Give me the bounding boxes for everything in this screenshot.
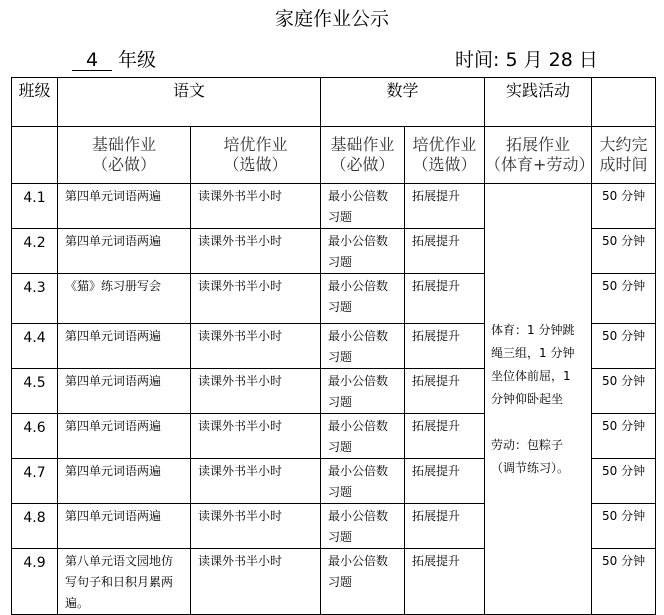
practice-pe-text: 体育：1 分钟跳绳三组，1 分钟坐位体前屈，1 分钟仰卧起坐 — [491, 322, 575, 406]
math-adv-cell: 拓展提升 — [405, 504, 485, 549]
time-cell: 50 分钟 — [592, 274, 656, 324]
chinese-adv-cell: 读课外书半小时 — [191, 459, 321, 504]
header-math-adv — [405, 127, 485, 184]
header-time-est-line1: 大约完 — [599, 135, 648, 154]
class-cell: 4.4 — [12, 324, 58, 369]
chinese-adv-cell: 读课外书半小时 — [191, 184, 321, 229]
math-basic-cell: 最小公倍数习题 — [321, 504, 405, 549]
time-cell: 50 分钟 — [592, 504, 656, 549]
practice-activity-cell — [485, 184, 592, 615]
math-adv-cell: 拓展提升 — [405, 549, 485, 615]
header-class: 班级 — [12, 78, 58, 127]
time-cell: 50 分钟 — [592, 324, 656, 369]
page-title: 家庭作业公示 — [274, 8, 389, 30]
header-math: 数学 — [321, 78, 485, 127]
time-cell: 50 分钟 — [592, 229, 656, 274]
header-time-est-line2: 成时间 — [599, 155, 648, 174]
header-class-blank — [12, 127, 58, 184]
class-cell: 4.8 — [12, 504, 58, 549]
grade-suffix: 年级 — [118, 49, 157, 71]
header-row-1 — [12, 78, 656, 127]
date-month-unit: 月 — [523, 49, 543, 71]
header-row-2 — [12, 127, 656, 184]
chinese-basic-cell: 第四单元词语两遍 — [58, 229, 191, 274]
class-cell: 4.3 — [12, 274, 58, 324]
math-adv-cell: 拓展提升 — [405, 184, 485, 229]
class-cell: 4.1 — [12, 184, 58, 229]
header-practice-ext — [485, 127, 595, 184]
math-adv-cell: 拓展提升 — [405, 229, 485, 274]
chinese-basic-cell: 《猫》练习册写会 — [58, 274, 191, 324]
header-chinese-basic-sub: （必做） — [91, 155, 156, 174]
date-day-unit: 日 — [578, 49, 598, 71]
header-math-adv-sub: （选做） — [412, 155, 477, 174]
chinese-adv-cell: 读课外书半小时 — [191, 369, 321, 414]
math-basic-cell: 最小公倍数习题 — [321, 274, 405, 324]
header-chinese-basic-label: 基础作业 — [91, 135, 156, 154]
chinese-basic-cell: 第四单元词语两遍 — [58, 324, 191, 369]
homework-table — [11, 77, 656, 615]
math-basic-cell: 最小公倍数习题 — [321, 324, 405, 369]
date-line — [455, 45, 598, 72]
table-row — [12, 184, 656, 229]
time-cell: 50 分钟 — [592, 184, 656, 229]
chinese-adv-cell: 读课外书半小时 — [191, 504, 321, 549]
header-practice-ext-sub: （体育+劳动） — [485, 155, 595, 174]
grade-number: 4 — [72, 50, 112, 71]
header-time-est — [592, 127, 656, 184]
math-basic-cell: 最小公倍数习题 — [321, 184, 405, 229]
time-cell: 50 分钟 — [592, 414, 656, 459]
chinese-adv-cell: 读课外书半小时 — [191, 274, 321, 324]
math-basic-cell: 最小公倍数习题 — [321, 414, 405, 459]
math-adv-cell: 拓展提升 — [405, 274, 485, 324]
chinese-basic-cell: 第四单元词语两遍 — [58, 414, 191, 459]
math-adv-cell: 拓展提升 — [405, 369, 485, 414]
header-practice: 实践活动 — [485, 78, 592, 127]
time-cell: 50 分钟 — [592, 549, 656, 615]
chinese-basic-cell: 第八单元语文园地仿写句子和日积月累两遍。 — [58, 549, 191, 615]
header-practice-ext-label: 拓展作业 — [506, 135, 571, 154]
header-chinese-adv-sub: （选做） — [223, 155, 288, 174]
math-adv-cell: 拓展提升 — [405, 414, 485, 459]
class-cell: 4.6 — [12, 414, 58, 459]
date-month: 5 — [505, 49, 518, 71]
header-math-basic-sub: （必做） — [330, 155, 395, 174]
grade-line — [72, 45, 156, 72]
header-chinese-adv — [191, 127, 321, 184]
chinese-basic-cell: 第四单元词语两遍 — [58, 184, 191, 229]
header-math-basic — [321, 127, 405, 184]
chinese-basic-cell: 第四单元词语两遍 — [58, 369, 191, 414]
header-math-adv-label: 培优作业 — [412, 135, 477, 154]
math-adv-cell: 拓展提升 — [405, 324, 485, 369]
math-basic-cell: 最小公倍数习题 — [321, 369, 405, 414]
header-empty — [592, 78, 656, 127]
class-cell: 4.9 — [12, 549, 58, 615]
header-chinese-basic — [58, 127, 191, 184]
class-cell: 4.7 — [12, 459, 58, 504]
class-cell: 4.2 — [12, 229, 58, 274]
date-day: 28 — [548, 49, 573, 71]
math-basic-cell: 最小公倍数习题 — [321, 229, 405, 274]
practice-labor-text: 劳动：包粽子（调节练习）。 — [491, 437, 570, 475]
class-cell: 4.5 — [12, 369, 58, 414]
time-cell: 50 分钟 — [592, 369, 656, 414]
header-chinese-adv-label: 培优作业 — [223, 135, 288, 154]
math-adv-cell: 拓展提升 — [405, 459, 485, 504]
chinese-basic-cell: 第四单元词语两遍 — [58, 504, 191, 549]
math-basic-cell: 最小公倍数习题 — [321, 549, 405, 615]
header-chinese: 语文 — [58, 78, 321, 127]
chinese-adv-cell: 读课外书半小时 — [191, 229, 321, 274]
chinese-adv-cell: 读课外书半小时 — [191, 414, 321, 459]
chinese-adv-cell: 读课外书半小时 — [191, 549, 321, 615]
header-math-basic-label: 基础作业 — [330, 135, 395, 154]
math-basic-cell: 最小公倍数习题 — [321, 459, 405, 504]
chinese-basic-cell: 第四单元词语两遍 — [58, 459, 191, 504]
chinese-adv-cell: 读课外书半小时 — [191, 324, 321, 369]
date-label: 时间: — [455, 49, 500, 71]
time-cell: 50 分钟 — [592, 459, 656, 504]
